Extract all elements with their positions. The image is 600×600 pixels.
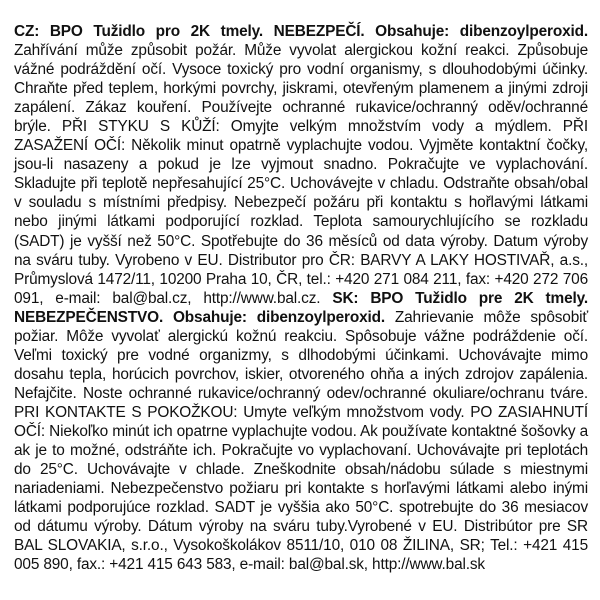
cz-heading: CZ: BPO Tužidlo pro 2K tmely. NEBEZPEČÍ. Obsahuje: dibenzoylperoxid. [14,23,588,40]
sk-body: Zahrievanie môže spôsobiť požiar. Môže vyvolať alergickú kožnú reakciu. Spôsobuje vážne podráždenie očí. Veľmi toxický pre vodné organizmy, s dlhodobými účinkami. Uchovávajte mimo dosahu tepla, horúcich povrchov, iskier, otvoreného ohňa a iných zdrojov zapálenia. Nefajčite. Noste ochranné rukavice/ochranný odev/ochranné okuliare/ochranu tváre. PRI KONTAKTE S POKOŽKOU: Umyte veľkým množstvom vody. PO ZASIAHNUTÍ OČÍ: Niekoľko minút ich opatrne vyplachujte vodou. Ak používate kontaktné šošovky a ak je to možné, odstráňte ich. Pokračujte vo vyplachovaní. Uchovávajte pri teplotách do 25°C. Uchovávajte v chlade. Zneškodnite obsah/nádobu súlade s miestnymi nariadeniami. Nebezpečenstvo požiaru pri kontakte s horľavými látkami alebo inými látkami podporujúce rozklad. SADT je vyššia ako 50°C. spotrebujte do 36 mesiacov od dátumu výroby. Dátum výroby na sváru tuby.Vyrobené v EU. Distribútor pre SR BAL SLOVAKIA, s.r.o., Vysokoškolákov 8511/10, 010 08 ŽILINA, SR; Tel.: +421 415 005 890, fax.: +421 415 643 583, e-mail: bal@bal.sk, http://www.bal.sk [14,308,588,574]
sk-heading: SK: BPO Tužidlo pre 2K tmely. NEBEZPEČENSTVO. Obsahuje: dibenzoylperoxid. [14,289,588,326]
safety-label-text [14,22,588,574]
cz-body: Zahřívání může způsobit požár. Může vyvolat alergickou kožní reakci. Způsobuje vážné podráždění očí. Vysoce toxický pro vodní organismy, s dlouhodobými účinky. Chraňte před teplem, horkými povrchy, jiskrami, otevřeným plamenem a jinými zdroji zapálení. Zákaz kouření. Používejte ochranné rukavice/ochranný oděv/ochranné brýle. PŘI STYKU S KŮŽÍ: Omyjte velkým množstvím vody a mýdlem. PŘI ZASAŽENÍ OČÍ: Několik minut opatrně vyplachujte vodou. Vyjměte kontaktní čočky, jsou-li nasazeny a pokud je lze vyjmout snadno. Pokračujte ve vyplachování. Skladujte při teplotě nepřesahující 25°C. Uchovávejte v chladu. Odstraňte obsah/obal v souladu s místními předpisy. Nebezpečí požáru při kontaktu s hořlavými látkami nebo jinými látkami podporující rozklad. Teplota samourychlujícího se rozkladu (SADT) je vyšší než 50°C. Spotřebujte do 36 měsíců od data výroby. Datum výroby na sváru tuby. Vyrobeno v EU. Distributor pro ČR: BARVY A LAKY HOSTIVAŘ, a.s., Průmyslová 1472/11, 10200 Praha 10, ČR, tel.: +420 271 084 211, fax: +420 272 706 091, e-mail: bal@bal.cz, http://www.bal.cz. [14,42,588,307]
